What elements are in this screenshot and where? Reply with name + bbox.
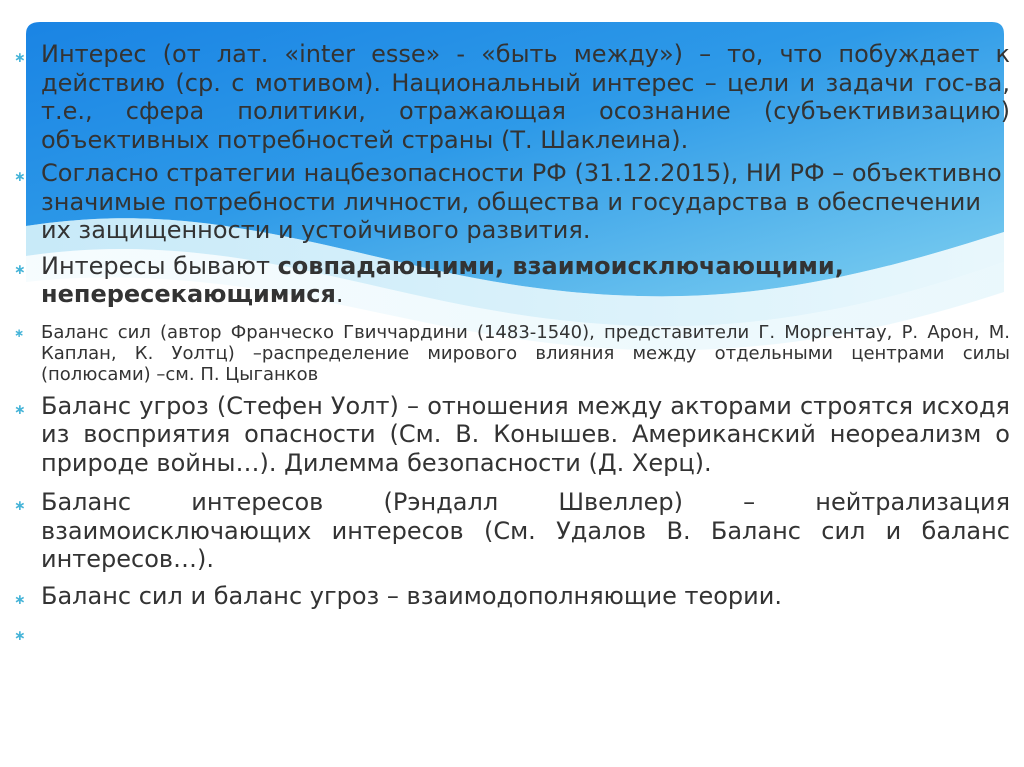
bullet-text-end: . (335, 280, 344, 308)
bullet-text (41, 252, 1010, 309)
bullet-marker: ∗ (14, 628, 26, 644)
bullet-text-plain: Интересы бывают (41, 251, 278, 280)
bullet-text-bold: совпадающими, взаимоисключающими, непересекающимися (41, 251, 844, 308)
bullet-text: Согласно стратегии нацбезопасности РФ (31.12.2015), НИ РФ – объективно значимые потребности личности, общества и государства в обеспечении их защищенности и устойчивого развития. (41, 159, 1002, 244)
bullet-item (14, 159, 1010, 245)
bullet-item (14, 582, 1010, 611)
bullet-item (14, 488, 1010, 574)
bullet-text: Баланс угроз (Стефен Уолт) – отношения между акторами строятся исходя из восприятия опасности (См. В. Конышев. Американский неореализм о природе войны…). Дилемма безопасности (Д. Херц). (41, 391, 1010, 477)
bullet-text: Баланс сил (автор Франческо Гвиччардини (1483-1540), представители Г. Моргентау, Р. Арон, М. Каплан, К. Уолтц) –распределение мирового влияния между отдельными центрами силы (полюсами) –см. П. Цыганков (41, 321, 1010, 385)
bullet-text: Баланс интересов (Рэндалл Швеллер) – нейтрализация взаимоисключающих интересов (См. Удалов В. Баланс сил и баланс интересов…). (41, 488, 1010, 573)
bullet-marker: ∗ (14, 498, 26, 514)
bullet-list (14, 40, 1010, 647)
bullet-item (14, 392, 1010, 478)
bullet-item-empty (14, 618, 1010, 647)
bullet-item (14, 322, 1010, 385)
bullet-marker: ∗ (14, 401, 26, 418)
bullet-text (41, 618, 1010, 647)
bullet-marker: ∗ (14, 261, 26, 278)
bullet-marker: ∗ (14, 325, 25, 340)
bullet-marker: ∗ (14, 591, 26, 608)
bullet-marker: ∗ (14, 50, 26, 66)
bullet-text: Баланс сил и баланс угроз – взаимодополняющие теории. (41, 581, 782, 610)
bullet-text: Интерес (от лат. «inter esse» - «быть между») – то, что побуждает к действию (ср. с мотивом). Национальный интерес – цели и задачи гос-ва, т.е., сфера политики, отражающая осознание (субъективизацию) объективных потребностей страны (Т. Шаклеина). (41, 40, 1010, 154)
bullet-item (14, 40, 1010, 154)
bullet-item (14, 252, 1010, 309)
bullet-marker: ∗ (14, 169, 26, 185)
